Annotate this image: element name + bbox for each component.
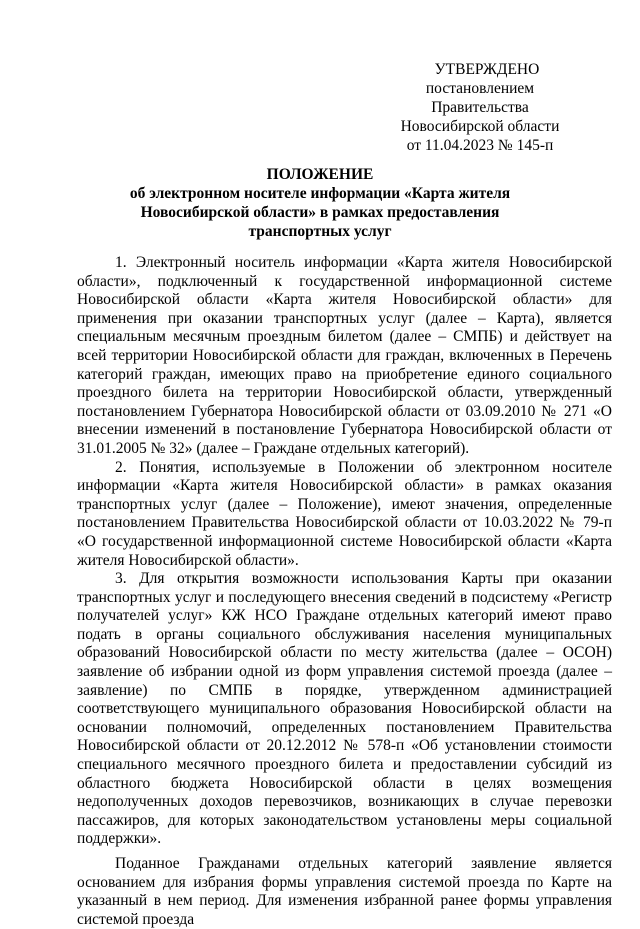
title-subtitle: об электронном носителе информации «Карта жителя Новосибирской области» в рамках предоставления транспортных услуг [129,185,511,240]
document-body [77,254,612,929]
approval-stamp [380,60,580,155]
paragraph-4: Поданное Гражданами отдельных категорий заявление является основанием для избрания формы управления системой проезда по Карте на указанный в нем период. Для изменения избранной ранее формы управления системой проезда [77,855,612,928]
approval-authority: постановлением Правительства [425,80,535,116]
approval-label: УТВЕРЖДЕНО [434,61,540,78]
approval-region: Новосибирской области [400,118,560,135]
title-heading: ПОЛОЖЕНИЕ [266,166,374,183]
paragraph-1: 1. Электронный носитель информации «Карта жителя Новосибирской области», подключенный к государственной информационной системе Новосибирской области «Карта жителя Новосибирской области» для применения при оказании транспортных услуг (далее – Карта), является специальным месячным проездным билетом (далее – СМПБ) и действует на всей территории Новосибирской области для граждан, включенных в Перечень категорий граждан, имеющих право на приобретение единого социального проездного билета на территории Новосибирской области, утвержденный постановлением Губернатора Новосибирской области от 03.09.2010 № 271 «О внесении изменений в постановление Губернатора Новосибирской области от 31.01.2005 № 32» (далее – Граждане отдельных категорий). [77,254,612,457]
paragraph-2: 2. Понятия, используемые в Положении об электронном носителе информации «Карта жителя Новосибирской области» в рамках оказания транспортных услуг (далее – Положение), имеют значения, определенные постановлением Правительства Новосибирской области от 10.03.2022 № 79-п «О государственной информационной системе Новосибирской области «Карта жителя Новосибирской области». [77,458,612,569]
paragraph-3: 3. Для открытия возможности использования Карты при оказании транспортных услуг и последующего внесения сведений в подсистему «Регистр получателей услуг» КЖ НСО Граждане отдельных категорий имеют право подать в органы социального обслуживания населения муниципальных образований Новосибирской области по месту жительства (далее – ОСОН) заявление об избрании одной из форм управления системой проезда (далее – заявление) по СМПБ в порядке, утвержденном администрацией соответствующего муниципального образования Новосибирской области на основании полномочий, определенных постановлением Правительства Новосибирской области от 20.12.2012 № 578-п «Об установлении стоимости специального месячного проездного билета и предоставлении субсидий из областного бюджета Новосибирской области в целях возмещения недополученных доходов перевозчиков, возникающих в случае перевозки пассажиров, для которых законодательством установлены меры социальной поддержки». [77,570,612,848]
approval-date-number: от 11.04.2023 № 145-п [406,137,554,154]
document-title [70,165,570,241]
